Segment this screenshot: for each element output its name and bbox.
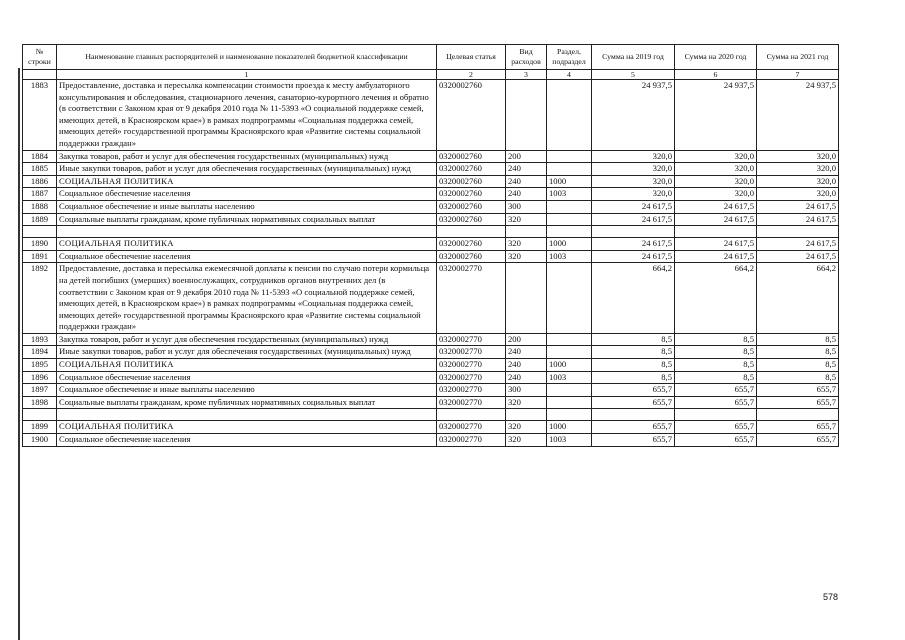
section [547, 213, 592, 226]
row-number: 1890 [23, 238, 57, 251]
empty-cell [547, 226, 592, 238]
expense-type: 300 [506, 384, 547, 397]
section: 1003 [547, 188, 592, 201]
empty-cell [506, 226, 547, 238]
row-name: Иные закупки товаров, работ и услуг для обеспечения государственных (муниципальных) нужд [57, 346, 437, 359]
sum-2021: 8,5 [757, 371, 839, 384]
expense-type: 240 [506, 371, 547, 384]
empty-cell [23, 409, 57, 421]
expense-type: 240 [506, 188, 547, 201]
section: 1003 [547, 250, 592, 263]
section [547, 200, 592, 213]
header-expense-type: Вид расходов [506, 45, 547, 70]
table-row [23, 163, 839, 176]
sum-2021: 320,0 [757, 188, 839, 201]
target-article: 0320002760 [437, 238, 506, 251]
target-article: 0320002770 [437, 263, 506, 334]
row-number: 1883 [23, 80, 57, 151]
empty-cell [675, 226, 757, 238]
empty-cell [57, 226, 437, 238]
table-row [23, 396, 839, 409]
row-number: 1900 [23, 434, 57, 447]
sum-2021: 8,5 [757, 346, 839, 359]
sum-2020: 655,7 [675, 434, 757, 447]
target-article: 0320002770 [437, 384, 506, 397]
header-sum-2020: Сумма на 2020 год [675, 45, 757, 70]
section: 1000 [547, 175, 592, 188]
header-section: Раздел, подраздел [547, 45, 592, 70]
row-name: Предоставление, доставка и пересылка ежемесячной доплаты к пенсии по случаю потери кормильца на детей погибших (умерших) военнослужащих, сотрудников органов внутренних дел (в соответствии с Законом края от 9 декабря 2010 года № 11-5393 «О социальной поддержке семей, имеющих детей, в Красноярском крае») в рамках подпрограммы «Социальная поддержка семей, имеющих детей» государственной программы Красноярского края «Развитие системы социальной поддержки граждан» [57, 263, 437, 334]
sum-2021: 8,5 [757, 359, 839, 372]
sum-2019: 320,0 [592, 150, 675, 163]
row-name: Социальное обеспечение населения [57, 434, 437, 447]
row-number: 1896 [23, 371, 57, 384]
target-article: 0320002760 [437, 200, 506, 213]
expense-type: 240 [506, 163, 547, 176]
target-article: 0320002760 [437, 163, 506, 176]
table-body [23, 80, 839, 447]
target-article: 0320002760 [437, 175, 506, 188]
table-row [23, 175, 839, 188]
table-row [23, 359, 839, 372]
sum-2019: 320,0 [592, 175, 675, 188]
section [547, 163, 592, 176]
row-name: СОЦИАЛЬНАЯ ПОЛИТИКА [57, 359, 437, 372]
sum-2020: 8,5 [675, 333, 757, 346]
expense-type: 240 [506, 346, 547, 359]
row-name: Иные закупки товаров, работ и услуг для обеспечения государственных (муниципальных) нужд [57, 163, 437, 176]
sum-2020: 24 617,5 [675, 238, 757, 251]
table-row [23, 263, 839, 334]
empty-cell [437, 226, 506, 238]
section [547, 396, 592, 409]
column-number: 4 [547, 70, 592, 80]
sum-2021: 320,0 [757, 150, 839, 163]
sum-2019: 655,7 [592, 434, 675, 447]
sum-2019: 655,7 [592, 421, 675, 434]
expense-type: 320 [506, 396, 547, 409]
target-article: 0320002770 [437, 371, 506, 384]
sum-2021: 655,7 [757, 396, 839, 409]
sum-2020: 8,5 [675, 346, 757, 359]
target-article: 0320002770 [437, 396, 506, 409]
expense-type [506, 80, 547, 151]
empty-cell [57, 409, 437, 421]
sum-2019: 24 617,5 [592, 250, 675, 263]
column-number: 2 [437, 70, 506, 80]
sum-2020: 655,7 [675, 384, 757, 397]
column-numbers-row [23, 70, 839, 80]
expense-type: 240 [506, 175, 547, 188]
row-name: Социальное обеспечение населения [57, 250, 437, 263]
header-row-number: № строки [23, 45, 57, 70]
section: 1003 [547, 371, 592, 384]
empty-cell [675, 409, 757, 421]
row-name: Социальное обеспечение населения [57, 188, 437, 201]
sum-2021: 655,7 [757, 421, 839, 434]
row-number: 1889 [23, 213, 57, 226]
section [547, 346, 592, 359]
table-row [23, 150, 839, 163]
row-name: Социальное обеспечение населения [57, 371, 437, 384]
sum-2020: 320,0 [675, 175, 757, 188]
sum-2021: 24 617,5 [757, 250, 839, 263]
row-number: 1897 [23, 384, 57, 397]
empty-cell [592, 409, 675, 421]
target-article: 0320002770 [437, 333, 506, 346]
section: 1000 [547, 421, 592, 434]
sum-2021: 655,7 [757, 434, 839, 447]
row-number: 1893 [23, 333, 57, 346]
sum-2020: 24 617,5 [675, 250, 757, 263]
row-number: 1884 [23, 150, 57, 163]
sum-2020: 664,2 [675, 263, 757, 334]
sum-2020: 655,7 [675, 396, 757, 409]
section: 1000 [547, 238, 592, 251]
empty-cell [592, 226, 675, 238]
row-name: Социальное обеспечение и иные выплаты населению [57, 200, 437, 213]
row-name: Социальные выплаты гражданам, кроме публичных нормативных социальных выплат [57, 213, 437, 226]
sum-2021: 320,0 [757, 163, 839, 176]
header-row [23, 45, 839, 70]
sum-2020: 320,0 [675, 188, 757, 201]
row-name: Закупка товаров, работ и услуг для обеспечения государственных (муниципальных) нужд [57, 333, 437, 346]
row-number: 1899 [23, 421, 57, 434]
expense-type: 320 [506, 213, 547, 226]
row-number: 1891 [23, 250, 57, 263]
empty-cell [506, 409, 547, 421]
row-number: 1886 [23, 175, 57, 188]
section [547, 80, 592, 151]
table-row [23, 421, 839, 434]
sum-2021: 24 617,5 [757, 238, 839, 251]
expense-type: 320 [506, 434, 547, 447]
row-number: 1894 [23, 346, 57, 359]
column-number [23, 70, 57, 80]
row-name: Предоставление, доставка и пересылка компенсации стоимости проезда к месту амбулаторного консультирования и обследования, стационарного лечения, санаторно-курортного лечения и обратно (в соответствии с Законом края от 9 декабря 2010 года № 11-5393 «О социальной поддержке семей, имеющих детей, в Красноярском крае») в рамках подпрограммы «Социальная поддержка семей, имеющих детей» государственной программы Красноярского края «Развитие системы социальной поддержки граждан» [57, 80, 437, 151]
sum-2019: 655,7 [592, 384, 675, 397]
row-number: 1898 [23, 396, 57, 409]
target-article: 0320002770 [437, 359, 506, 372]
section: 1003 [547, 434, 592, 447]
table-row [23, 213, 839, 226]
target-article: 0320002760 [437, 250, 506, 263]
row-name: Социальные выплаты гражданам, кроме публичных нормативных социальных выплат [57, 396, 437, 409]
sum-2019: 8,5 [592, 333, 675, 346]
target-article: 0320002770 [437, 346, 506, 359]
row-number: 1892 [23, 263, 57, 334]
sum-2021: 24 937,5 [757, 80, 839, 151]
table-row [23, 238, 839, 251]
target-article: 0320002760 [437, 188, 506, 201]
section: 1000 [547, 359, 592, 372]
row-name: СОЦИАЛЬНАЯ ПОЛИТИКА [57, 238, 437, 251]
table-row [23, 333, 839, 346]
column-number: 7 [757, 70, 839, 80]
spacer-row [23, 226, 839, 238]
left-margin-rule [18, 68, 20, 640]
table-row [23, 80, 839, 151]
empty-cell [757, 226, 839, 238]
sum-2021: 655,7 [757, 384, 839, 397]
sum-2020: 24 617,5 [675, 213, 757, 226]
header-target-article: Целевая статья [437, 45, 506, 70]
expense-type [506, 263, 547, 334]
column-number: 5 [592, 70, 675, 80]
sum-2019: 8,5 [592, 371, 675, 384]
column-number: 3 [506, 70, 547, 80]
table-row [23, 371, 839, 384]
expense-type: 200 [506, 333, 547, 346]
target-article: 0320002760 [437, 213, 506, 226]
sum-2019: 320,0 [592, 163, 675, 176]
sum-2019: 664,2 [592, 263, 675, 334]
sum-2019: 8,5 [592, 359, 675, 372]
sum-2020: 8,5 [675, 359, 757, 372]
row-number: 1895 [23, 359, 57, 372]
section [547, 263, 592, 334]
row-name: Закупка товаров, работ и услуг для обеспечения государственных (муниципальных) нужд [57, 150, 437, 163]
row-name: СОЦИАЛЬНАЯ ПОЛИТИКА [57, 421, 437, 434]
sum-2020: 24 617,5 [675, 200, 757, 213]
section [547, 384, 592, 397]
empty-cell [23, 226, 57, 238]
expense-type: 320 [506, 421, 547, 434]
sum-2021: 664,2 [757, 263, 839, 334]
table-row [23, 434, 839, 447]
sum-2019: 24 617,5 [592, 213, 675, 226]
sum-2021: 320,0 [757, 175, 839, 188]
table-row [23, 188, 839, 201]
column-number: 6 [675, 70, 757, 80]
empty-cell [547, 409, 592, 421]
table-row [23, 384, 839, 397]
spacer-row [23, 409, 839, 421]
target-article: 0320002760 [437, 80, 506, 151]
section [547, 150, 592, 163]
header-sum-2019: Сумма на 2019 год [592, 45, 675, 70]
header-name: Наименование главных распорядителей и наименование показателей бюджетной классификации [57, 45, 437, 70]
sum-2019: 655,7 [592, 396, 675, 409]
sum-2021: 24 617,5 [757, 213, 839, 226]
page-number: 578 [823, 592, 839, 602]
row-number: 1888 [23, 200, 57, 213]
expense-type: 300 [506, 200, 547, 213]
target-article: 0320002760 [437, 150, 506, 163]
expense-type: 200 [506, 150, 547, 163]
sum-2019: 8,5 [592, 346, 675, 359]
empty-cell [757, 409, 839, 421]
budget-table [22, 44, 839, 447]
target-article: 0320002770 [437, 434, 506, 447]
sum-2020: 24 937,5 [675, 80, 757, 151]
sum-2020: 8,5 [675, 371, 757, 384]
sum-2021: 24 617,5 [757, 200, 839, 213]
row-name: СОЦИАЛЬНАЯ ПОЛИТИКА [57, 175, 437, 188]
table-row [23, 250, 839, 263]
sum-2021: 8,5 [757, 333, 839, 346]
sum-2019: 24 937,5 [592, 80, 675, 151]
table-row [23, 200, 839, 213]
header-sum-2021: Сумма на 2021 год [757, 45, 839, 70]
sum-2019: 24 617,5 [592, 200, 675, 213]
section [547, 333, 592, 346]
row-number: 1887 [23, 188, 57, 201]
empty-cell [437, 409, 506, 421]
sum-2019: 320,0 [592, 188, 675, 201]
sum-2020: 655,7 [675, 421, 757, 434]
expense-type: 240 [506, 359, 547, 372]
expense-type: 320 [506, 238, 547, 251]
target-article: 0320002770 [437, 421, 506, 434]
expense-type: 320 [506, 250, 547, 263]
column-number: 1 [57, 70, 437, 80]
sum-2019: 24 617,5 [592, 238, 675, 251]
table-row [23, 346, 839, 359]
sum-2020: 320,0 [675, 163, 757, 176]
sum-2020: 320,0 [675, 150, 757, 163]
row-name: Социальное обеспечение и иные выплаты населению [57, 384, 437, 397]
row-number: 1885 [23, 163, 57, 176]
